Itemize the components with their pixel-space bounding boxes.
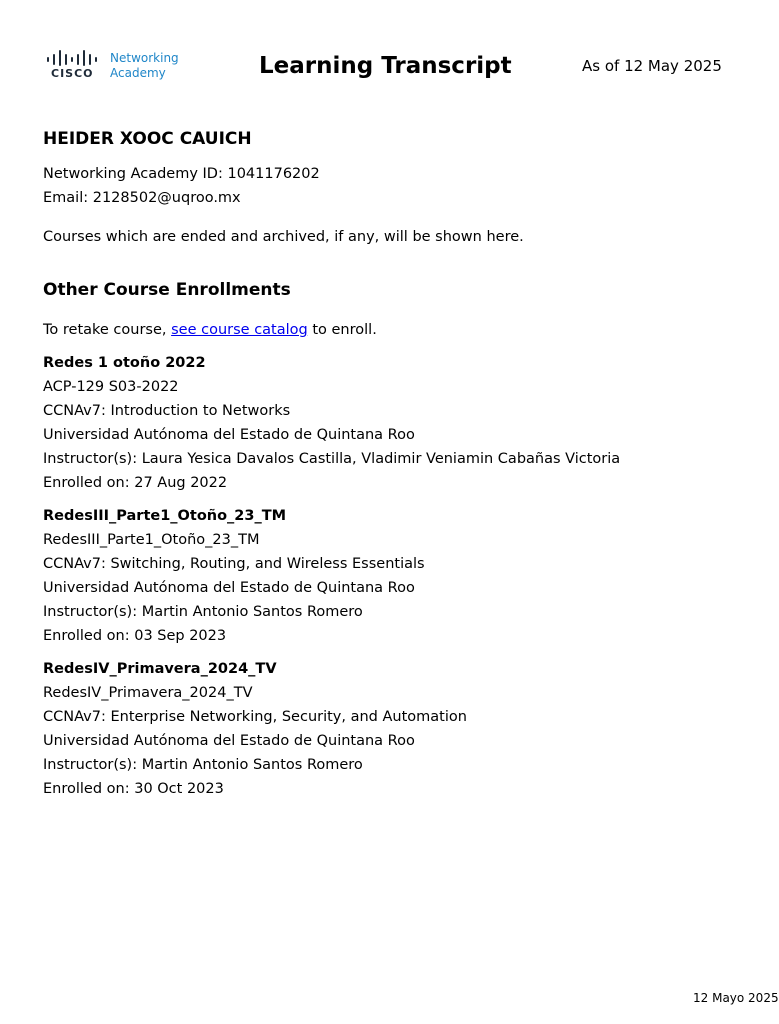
course-catalog-link[interactable]: see course catalog xyxy=(171,322,308,338)
course-instructors: Instructor(s): Martin Antonio Santos Romero xyxy=(43,604,363,620)
course-enrolled-date: Enrolled on: 30 Oct 2023 xyxy=(43,781,224,797)
course-name: CCNAv7: Introduction to Networks xyxy=(43,403,291,419)
page-header xyxy=(0,0,768,110)
course-title: RedesIII_Parte1_Otoño_23_TM xyxy=(43,508,287,524)
course-institution: Universidad Autónoma del Estado de Quintana Roo xyxy=(43,580,415,596)
retake-instructions xyxy=(43,318,758,342)
course-institution: Universidad Autónoma del Estado de Quintana Roo xyxy=(43,427,415,443)
course-section: RedesIII_Parte1_Otoño_23_TM xyxy=(43,532,260,548)
course-instructors: Instructor(s): Laura Yesica Davalos Castilla, Vladimir Veniamin Cabañas Victoria xyxy=(43,451,621,467)
course-institution: Universidad Autónoma del Estado de Quintana Roo xyxy=(43,733,415,749)
course-title: RedesIV_Primavera_2024_TV xyxy=(43,661,277,677)
course-enrolled-date: Enrolled on: 03 Sep 2023 xyxy=(43,628,227,644)
academy-id: Networking Academy ID: 1041176202 xyxy=(43,166,320,182)
other-enrollments-heading: Other Course Enrollments xyxy=(43,280,291,300)
cisco-networking-academy-logo xyxy=(46,50,186,84)
course-enrolled-date: Enrolled on: 27 Aug 2022 xyxy=(43,475,228,491)
course-section: RedesIV_Primavera_2024_TV xyxy=(43,685,253,701)
archived-courses-notice: Courses which are ended and archived, if any, will be shown here. xyxy=(43,229,524,245)
as-of-date: As of 12 May 2025 xyxy=(582,57,722,75)
cisco-bars-icon xyxy=(46,50,104,66)
course-name: CCNAv7: Switching, Routing, and Wireless Essentials xyxy=(43,556,425,572)
course-entry xyxy=(43,657,758,801)
student-name: HEIDER XOOC CAUICH xyxy=(43,129,252,149)
networking-academy-line1: Networking xyxy=(110,51,179,65)
page-title: Learning Transcript xyxy=(259,53,512,79)
course-section: ACP-129 S03-2022 xyxy=(43,379,179,395)
email: Email: 2128502@uqroo.mx xyxy=(43,190,241,206)
course-entry xyxy=(43,351,758,495)
course-name: CCNAv7: Enterprise Networking, Security, and Automation xyxy=(43,709,467,725)
retake-prefix: To retake course, xyxy=(43,322,172,338)
footer-date: 12 Mayo 2025 xyxy=(693,991,779,1005)
transcript-body xyxy=(43,128,758,801)
course-instructors: Instructor(s): Martin Antonio Santos Romero xyxy=(43,757,363,773)
course-title: Redes 1 otoño 2022 xyxy=(43,355,206,371)
cisco-wordmark: CISCO xyxy=(51,67,94,80)
networking-academy-line2: Academy xyxy=(110,66,166,80)
retake-suffix: to enroll. xyxy=(307,322,377,338)
course-entry xyxy=(43,504,758,648)
